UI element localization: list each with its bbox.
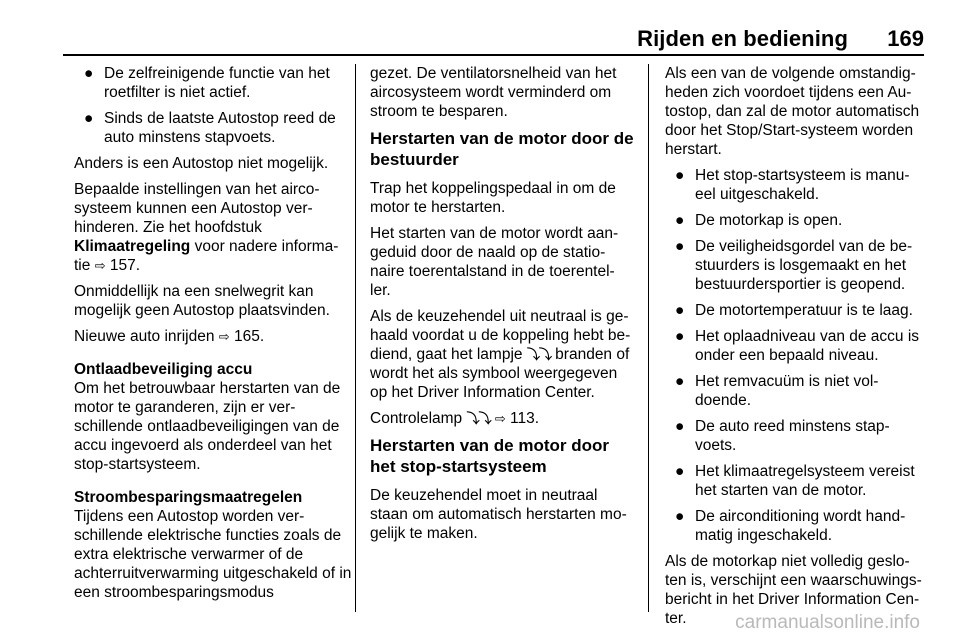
paragraph (370, 307, 635, 402)
paragraph: Anders is een Autostop niet mogelijk. (74, 155, 329, 172)
header-divider (63, 54, 924, 56)
list-item (665, 237, 927, 294)
page-number: 169 (887, 26, 924, 51)
chapter-link[interactable]: Klimaatregeling (74, 238, 191, 255)
paragraph: Het starten van de motor wordt aan-geduid door de naald op de statio-naire toerentalstand in de toerentel-ler. (370, 225, 619, 299)
autostop-lamp-icon: ⤵⤵ (526, 347, 551, 362)
page-ref-arrow-icon: ⇨ (94, 258, 106, 273)
bullet-icon: ● (675, 328, 685, 345)
paragraph-text: voor nadere informa-tie (74, 238, 339, 274)
paragraph (370, 409, 635, 428)
bullet-icon: ● (675, 238, 685, 255)
page-ref-arrow-icon: ⇨ (218, 329, 230, 344)
list-item (74, 109, 354, 147)
paragraph-text: Als de keuzehendel uit neutraal is ge-haald voordat u de koppeling hebt be-diend, gaat het lampje (370, 308, 631, 363)
column-1 (74, 64, 354, 609)
list-item (665, 507, 927, 545)
bullet-icon: ● (675, 463, 685, 480)
page-reference[interactable]: 113. (510, 410, 540, 427)
list-item (665, 166, 927, 204)
heading: Herstarten van de motor door het stop-startsysteem (370, 436, 609, 476)
paragraph-text: Nieuwe auto inrijden (74, 328, 215, 345)
paragraph (74, 180, 354, 275)
bullet-icon: ● (675, 302, 685, 319)
list-item (665, 301, 927, 320)
column-divider-1 (355, 64, 356, 612)
list-item-text: De motortemperatuur is te laag. (695, 302, 913, 319)
bullet-icon: ● (84, 110, 94, 127)
bullet-icon: ● (675, 373, 685, 390)
watermark: carmanualsonline.info (735, 612, 920, 633)
column-divider-2 (648, 64, 649, 612)
paragraph: Onmiddellijk na een snelwegrit kan mogelijk geen Autostop plaatsvinden. (74, 283, 330, 319)
subheading: Ontlaadbeveiliging accu (74, 361, 253, 378)
page-reference[interactable]: 165. (233, 328, 265, 345)
list-item-text: Het remvacuüm is niet vol-doende. (695, 373, 879, 409)
bullet-icon: ● (84, 65, 94, 82)
heading: Herstarten van de motor door de bestuurder (370, 129, 634, 169)
bullet-icon: ● (675, 418, 685, 435)
list-item (665, 417, 927, 455)
paragraph-text: Bepaalde instellingen van het airco-systeem kunnen een Autostop ver-hinderen. Zie het hoofdstuk (74, 181, 320, 236)
bullet-icon: ● (675, 212, 685, 229)
paragraph: Als een van de volgende omstandig-heden zich voordoet tijdens een Au-tostop, dan zal de motor automatisch door het Stop/Start-systeem worden herstart. (665, 65, 920, 158)
list-item (665, 372, 927, 410)
list-item-text: De auto reed minstens stap-voets. (695, 418, 890, 454)
list-item-text: De motorkap is open. (695, 212, 843, 229)
list-item-text: Het stop-startsysteem is manu-eel uitgeschakeld. (695, 167, 910, 203)
list-item (665, 462, 927, 500)
list-item-text: De airconditioning wordt hand-matig ingeschakeld. (695, 508, 906, 544)
list-item (74, 64, 354, 102)
list-item-text: Sinds de laatste Autostop reed de auto minstens stapvoets. (104, 110, 336, 146)
list-item-text: De zelfreinigende functie van het roetfilter is niet actief. (104, 65, 330, 101)
paragraph: Om het betrouwbaar herstarten van de motor te garanderen, zijn er ver-schillende ontlaadbeveiligingen van de accu ingevoerd als onderdeel van het stop-startsysteem. (74, 380, 341, 473)
page-header (0, 0, 960, 52)
paragraph: Als de motorkap niet volledig geslo-ten is, verschijnt een waarschuwings-bericht in het Driver Information Cen-ter. (665, 553, 922, 627)
paragraph (74, 327, 354, 346)
column-2 (370, 64, 635, 550)
bullet-icon: ● (675, 167, 685, 184)
page-reference[interactable]: 157. (109, 257, 141, 274)
paragraph: Trap het koppelingspedaal in om de motor te herstarten. (370, 180, 616, 216)
list-item-text: Het oplaadniveau van de accu is onder een bepaald niveau. (695, 328, 920, 364)
paragraph-text: branden of wordt het als symbool weergegeven op het Driver Information Center. (370, 346, 630, 401)
list-item (665, 327, 927, 365)
paragraph-text: Controlelamp (370, 410, 463, 427)
list-item (665, 211, 927, 230)
page-ref-arrow-icon: ⇨ (494, 411, 506, 426)
list-item-text: De veiligheidsgordel van de be-stuurders is losgemaakt en het bestuurdersportier is geopend. (695, 238, 913, 293)
column-3 (665, 64, 927, 635)
paragraph: gezet. De ventilatorsnelheid van het aircosysteem wordt verminderd om stroom te besparen. (370, 65, 617, 120)
subheading: Stroombesparingsmaatregelen (74, 489, 303, 506)
paragraph: De keuzehendel moet in neutraal staan om automatisch herstarten mo-gelijk te maken. (370, 487, 627, 542)
section-title: Rijden en bediening (637, 26, 848, 51)
paragraph: Tijdens een Autostop worden ver-schillende elektrische functies zoals de extra elektrische verwarmer of de achterruitverwarming uitgeschakeld of in een stroombesparingsmodus (74, 508, 352, 601)
autostop-lamp-icon: ⤵⤵ (466, 411, 491, 426)
list-item-text: Het klimaatregelsysteem vereist het starten van de motor. (695, 463, 915, 499)
bullet-icon: ● (675, 508, 685, 525)
